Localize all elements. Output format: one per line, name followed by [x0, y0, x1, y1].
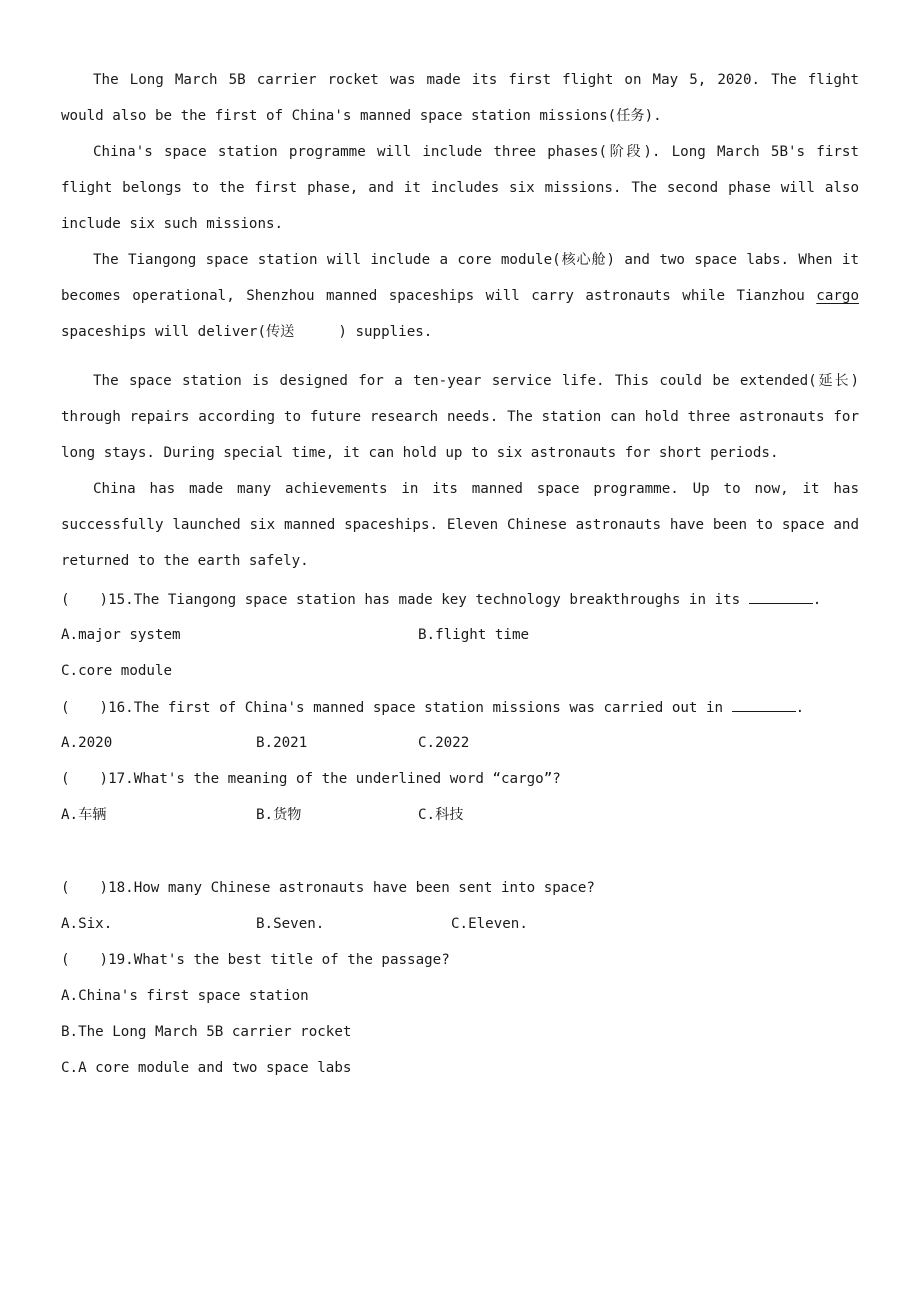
- paragraph-3-text-before: The Tiangong space station will include a core module(核心舱) and two space labs. When it becomes operational, Shenzhou manned spaceships will carry astronauts while Tianzhou: [61, 252, 859, 304]
- passage-paragraph-4: The space station is designed for a ten-year service life. This could be extended(延长) through repairs according to future research needs. The station can hold three astronauts for long stays. During special time, it can hold up to six astronauts for short periods.: [61, 373, 859, 461]
- question-17: [61, 769, 561, 789]
- paragraph-3-text-after: spaceships will deliver(传送: [61, 324, 295, 340]
- passage-paragraph-1: The Long March 5B carrier rocket was made its first flight on May 5, 2020. The flight would also be the first of China's manned space station missions(任务).: [61, 72, 859, 124]
- answer-paren-close: ): [99, 592, 109, 608]
- question-number: 15.: [108, 592, 134, 608]
- q19-option-a: A.China's first space station: [61, 988, 309, 1004]
- q16-option-b: B.2021: [256, 735, 308, 751]
- question-stem: How many Chinese astronauts have been sent into space?: [133, 880, 595, 896]
- underlined-word-cargo: cargo: [816, 288, 859, 304]
- passage-paragraph-5: China has made many achievements in its manned space programme. Up to now, it has successfully launched six manned spaceships. Eleven Chinese astronauts have been to space and returned to the earth safely.: [61, 481, 859, 569]
- q19-option-b: B.The Long March 5B carrier rocket: [61, 1024, 352, 1040]
- q19-option-c: C.A core module and two space labs: [61, 1060, 352, 1076]
- answer-paren-close: ): [99, 952, 109, 968]
- question-end: .: [812, 592, 822, 608]
- q18-option-a: A.Six.: [61, 916, 113, 932]
- answer-blank: [749, 589, 813, 604]
- q15-option-c: C.core module: [61, 663, 173, 679]
- question-number: 16.: [108, 700, 134, 716]
- question-number: 19.: [108, 952, 134, 968]
- q16-option-c: C.2022: [418, 735, 470, 751]
- answer-paren-close: ): [99, 880, 109, 896]
- answer-paren-close: ): [99, 700, 109, 716]
- q17-option-b: B.货物: [256, 807, 302, 823]
- question-19: [61, 950, 450, 970]
- answer-blank: [732, 697, 796, 712]
- question-number: 18.: [108, 880, 134, 896]
- q16-option-a: A.2020: [61, 735, 113, 751]
- q15-option-a: A.major system: [61, 627, 181, 643]
- paragraph-3-text-end: ) supplies.: [338, 324, 433, 340]
- answer-paren-open: (: [61, 700, 70, 716]
- question-16: [61, 697, 804, 718]
- q17-option-c: C.科技: [418, 807, 464, 823]
- question-stem: The Tiangong space station has made key technology breakthroughs in its: [133, 592, 741, 608]
- question-stem: The first of China's manned space station missions was carried out in: [133, 700, 724, 716]
- question-stem: What's the best title of the passage?: [133, 952, 450, 968]
- question-18: [61, 878, 595, 898]
- question-15: [61, 589, 821, 610]
- question-number: 17.: [108, 771, 134, 787]
- q17-option-a: A.车辆: [61, 807, 107, 823]
- q15-option-b: B.flight time: [418, 627, 530, 643]
- q18-option-b: B.Seven.: [256, 916, 325, 932]
- passage-paragraph-3: [61, 242, 859, 350]
- answer-paren-close: ): [99, 771, 109, 787]
- passage-paragraph-2: China's space station programme will include three phases(阶段). Long March 5B's first flight belongs to the first phase, and it includes six missions. The second phase will also include six such missions.: [61, 144, 859, 232]
- q18-option-c: C.Eleven.: [451, 916, 528, 932]
- question-end: .: [795, 700, 805, 716]
- answer-paren-open: (: [61, 880, 70, 896]
- question-stem: What's the meaning of the underlined word “cargo”?: [133, 771, 561, 787]
- answer-paren-open: (: [61, 952, 70, 968]
- answer-paren-open: (: [61, 592, 70, 608]
- answer-paren-open: (: [61, 771, 70, 787]
